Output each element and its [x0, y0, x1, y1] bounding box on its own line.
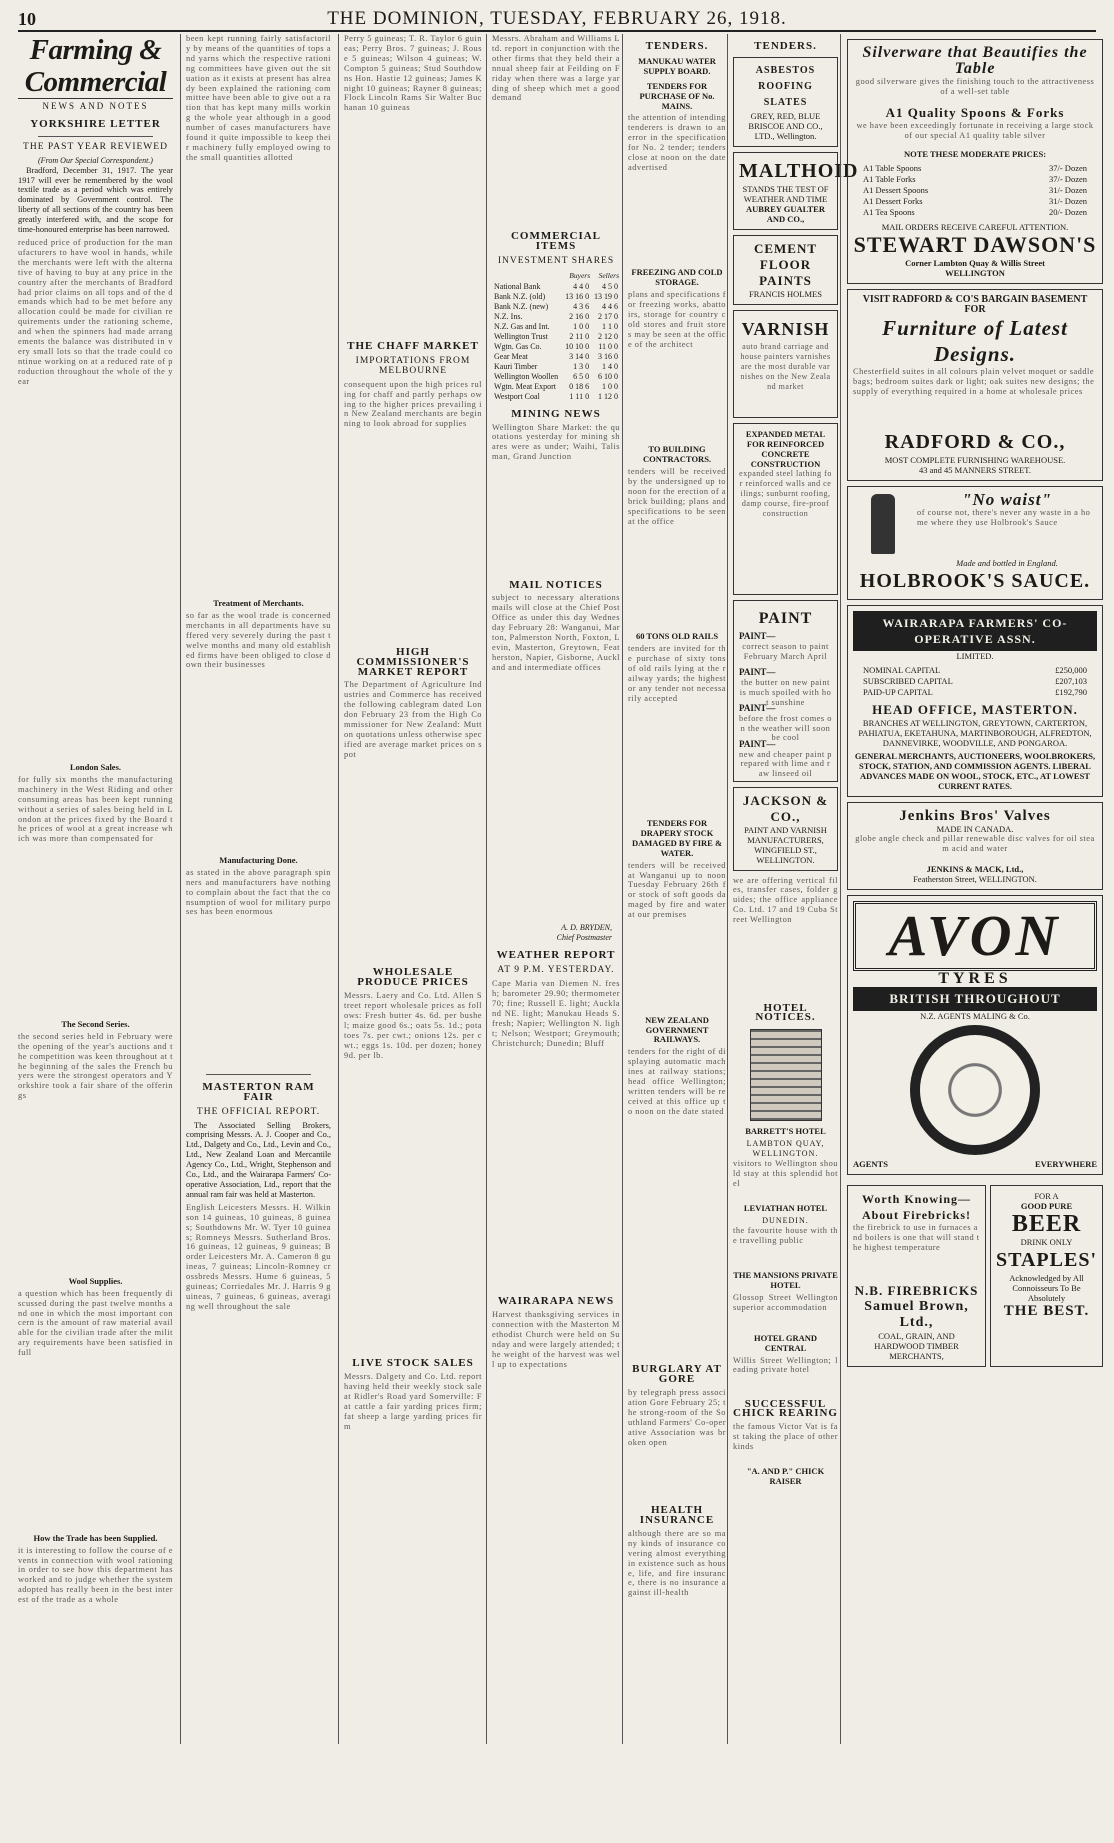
- list-item: A1 Dessert Spoons 31/- Dozen: [863, 185, 1087, 195]
- subhead-trade-supplied: How the Trade has been Supplied.: [33, 1532, 158, 1543]
- shares-header-row: Buyers Sellers: [569, 270, 619, 280]
- list-item: NOMINAL CAPITAL £250,000: [863, 665, 1087, 675]
- ad-wairarapa-farmers: WAIRARAPA FARMERS' CO-OPERATIVE ASSN. LIMITED. NOMINAL CAPITAL £250,000 SUBSCRIBED CAPITAL £207,103 PAID-UP CAPITAL £192,790 HEAD OFFICE, MASTERTON. BRANCHES AT WELLINGTON, GREYTOWN, CARTERTON, PAHIATUA, EKETAHUNA, MARTINBOROUGH, ALFREDTON, DANNEVIRKE, WOODVILLE, AND PONGAROA. GENERAL MERCHANTS, AUCTIONEERS, WOOLBROKERS, STOCK, STATION, AND COMMISSION AGENTS. LIBERAL ADVANCES MADE ON WOOL, STOCK, ETC., AT LOWEST CURRENT RATES.: [847, 605, 1103, 797]
- column-wool-continued: been kept running fairly satisfactorily by means of the quantities of tops and yarns which the respective rationing committees have given out the situation as it exists at present has already been explained the rationing committee have been able to give out a ration that has kept many mills working the whole year although in a good number of cases manufacturers have found it quite impossible to keep their machinery fully employed owing to the small quantities allotted Treatment of Merchants. so far as the wool trade is concerned merchants in all departments have suffered very severely during the past twelve months and many old established firms have been obliged to close down their businesses Manufacturing Done. as stated in the above paragraph spinners and manufacturers have nothing to complain about the fact that the consumption of wool for military purposes has been enormous MASTERTON RAM FAIR THE OFFICIAL REPORT. The Associated Selling Brokers, comprising Messrs. A. J. Cooper and Co., Ltd., Dalgety and Co., Ltd., Levin and Co., Ltd., New Zealand Loan and Mercantile Agency Co., Ltd., Wright, Stephenson and Co., Ltd., and the Wairarapa Farmers' Co-operative Association, Ltd., report that the annual ram fair was held at Masterton. English Leicesters Messrs. H. Wilkinson 14 guineas, 10 guineas, 8 guineas; Southdowns Mr. W. Tyer 10 guineas; Romneys Messrs. Sutherland Bros. 16 guineas, 12 guineas, 9 guineas; Border Leicesters Mr. A. Cameron 8 guineas, 7 guineas; Lincoln-Romney crossbreds Messrs. Hume 6 guineas, 5 guineas; Corriedales Mr. J. Harris 9 guineas, 7 guineas, 6 guineas, averaging well throughout the sale: [180, 34, 331, 1744]
- sauce-bottle-icon: [871, 494, 895, 554]
- heading-hotel-notices: HOTEL NOTICES.: [755, 1001, 816, 1024]
- tender-manukau: MANUKAU WATER SUPPLY BOARD.: [638, 55, 716, 76]
- subheading-weather: AT 9 P.M. YESTERDAY.: [497, 965, 615, 976]
- ad-avon-tyres: AVON TYRES BRITISH THROUGHOUT N.Z. AGENTS MALING & Co. AGENTS EVERYWHERE: [847, 895, 1103, 1175]
- column-tenders: TENDERS. MANUKAU WATER SUPPLY BOARD. TENDERS FOR PURCHASE OF No. MAINS. the attention of intending tenderers is drawn to an error in the specification for No. 2 tender; tenders close at noon on the date advertised FREEZING AND COLD STORAGE. plans and specifications for freezing works, abattoirs, storage for country cold stores and fruit stores may be seen at the office of the architect TO BUILDING CONTRACTORS. tenders will be received by the undersigned up to noon for the erection of a brick building; plans and specifications to be seen at the office 60 TONS OLD RAILS tenders are invited for the purchase of sixty tons of old rails lying at the railway yards; the highest or any tender not necessarily accepted TENDERS FOR DRAPERY STOCK DAMAGED BY FIRE & WATER. tenders will be received at Wanganui up to noon Tuesday February 26th for stock of soft goods damaged by fire and water at our premises NEW ZEALAND GOVERNMENT RAILWAYS. tenders for the right of displaying automatic machines at railway stations; head office Wellington; written tenders will be received at this office up to noon on the date stated BURGLARY AT GORE by telegraph press association Gore February 25; the strong-room of the Southland Farmers' Co-operative Association was broken open HEALTH INSURANCE although there are so many kinds of insurance covering almost everything in existence such as house, life, and fire insurance, there is no insurance against ill-health: [622, 34, 726, 1744]
- mail-signature-title: Chief Postmaster: [556, 933, 612, 943]
- hotel-mansions: THE MANSIONS PRIVATE HOTEL: [733, 1269, 838, 1290]
- heading-weather-report: WEATHER REPORT: [496, 949, 616, 962]
- table-row: Wgtn. Meat Export 0 18 6 1 0 0: [494, 381, 618, 391]
- heading-live-stock: LIVE STOCK SALES: [352, 1357, 474, 1370]
- heading-mail-notices: MAIL NOTICES: [509, 578, 603, 591]
- article-dateline: (From Our Special Correspondent.): [38, 155, 153, 165]
- hotel-barretts: BARRETT'S HOTEL: [745, 1126, 826, 1137]
- ad-jenkins-valves: Jenkins Bros' Valves MADE IN CANADA. globe angle check and pillar renewable disc valves for oil steam acid and water JENKINS & MACK, Ltd., Featherston Street, WELLINGTON.: [847, 802, 1103, 890]
- heading-high-commissioner: HIGH COMMISSIONER'S MARKET REPORT: [356, 645, 470, 678]
- table-row: Wgtn. Gas Co. 10 10 0 11 0 0: [494, 341, 618, 351]
- list-item: A1 Table Spoons 37/- Dozen: [863, 163, 1087, 173]
- list-item: A1 Table Forks 37/- Dozen: [863, 174, 1087, 184]
- heading-health-insurance: HEALTH INSURANCE: [639, 1504, 715, 1527]
- ad-malthoid: MALTHOID STANDS THE TEST OF WEATHER AND TIME AUBREY GUALTER AND CO.,: [733, 152, 838, 230]
- section-subbanner: NEWS AND NOTES: [42, 101, 149, 111]
- tender-rails: 60 TONS OLD RAILS: [635, 631, 719, 642]
- list-item: A1 Tea Spoons 20/- Dozen: [863, 207, 1087, 217]
- tender-mains: TENDERS FOR PURCHASE OF No. MAINS.: [639, 80, 715, 111]
- tender-railways: NEW ZEALAND GOVERNMENT RAILWAYS.: [645, 1014, 709, 1045]
- hotel-leviathan: LEVIATHAN HOTEL: [743, 1203, 828, 1214]
- capital-list: [863, 665, 1087, 698]
- ad-chick-raiser: "A. AND P." CHICK RAISER: [746, 1466, 825, 1487]
- subhead-manufacturing: Manufacturing Done.: [219, 854, 298, 865]
- list-item: PAID-UP CAPITAL £192,790: [863, 687, 1087, 697]
- table-row: Westport Coal 1 11 0 1 12 0: [494, 391, 618, 401]
- ad-varnish: VARNISH auto brand carriage and house painters varnishes are the most durable varnishes on the New Zealand market: [733, 310, 838, 418]
- column-ads-tenders: TENDERS. ASBESTOS ROOFING SLATES GREY, RED, BLUE BRISCOE AND CO., LTD., Wellington. MALTHOID STANDS THE TEST OF WEATHER AND TIME AUBREY GUALTER AND CO., CEMENT FLOOR PAINTS FRANCIS HOLMES VARNISH auto brand carriage and house painters varnishes are the most durable varnishes on the New Zealand market EXPANDED METAL FOR REINFORCED CONCRETE CONSTRUCTION expanded steel lathing for reinforced walls and ceilings; sunburnt roofing, damp course, fire-proof construction PAINT PAINT— correct season to paint February March April PAINT— the butter on new paint is much spoiled with hot sunshine PAINT— before the frost comes on the weather will soon be cool PAINT— new and cheaper paint prepared with lime and raw linseed oil JACKSON & CO., PAINT AND VARNISH MANUFACTURERS, WINGFIELD ST., WELLINGTON. we are offering vertical files, transfer cases, folder guides; the office appliance Co. Ltd. 17 and 19 Cuba Street Wellington HOTEL NOTICES. BARRETT'S HOTEL LAMBTON QUAY, WELLINGTON. visitors to Wellington should stay at this splendid hotel LEVIATHAN HOTEL DUNEDIN. the favourite house with the travelling public THE MANSIONS PRIVATE HOTEL Glossop Street Wellington superior accommodation HOTEL GRAND CENTRAL Willis Street Wellington; leading private hotel SUCCESSFUL CHICK REARING the famous Victor Vat is fast taking the place of other kinds "A. AND P." CHICK RAISER: [727, 34, 838, 1744]
- page-number: 10: [18, 8, 36, 29]
- subhead-second-series: The Second Series.: [61, 1018, 130, 1029]
- heading-wairarapa-news: WAIRARAPA NEWS: [497, 1295, 615, 1308]
- table-row: Gear Meat 3 14 0 3 16 0: [494, 351, 618, 361]
- article-subheading: THE PAST YEAR REVIEWED: [23, 141, 168, 152]
- heading-commercial-items: COMMERCIAL ITEMS: [510, 230, 602, 252]
- heading-burglary-gore: BURGLARY AT GORE: [632, 1363, 722, 1386]
- subhead-london-sales: London Sales.: [69, 761, 122, 772]
- heading-mining-news: MINING NEWS: [511, 407, 601, 420]
- ad-cement-paints: CEMENT FLOOR PAINTS FRANCIS HOLMES: [733, 235, 838, 305]
- table-row: N.Z. Gas and Int. 1 0 0 1 1 0: [494, 321, 618, 331]
- tender-drapery: TENDERS FOR DRAPERY STOCK DAMAGED BY FIRE & WATER.: [631, 817, 723, 858]
- table-row: National Bank 4 4 0 4 5 0: [494, 281, 618, 291]
- column-display-ads: [840, 34, 1103, 1744]
- column-markets: Perry 5 guineas; T. R. Taylor 6 guineas; Perry Bros. 7 guineas; J. Rouse 5 guineas; Wilson 4 guineas; W. Compton 5 guineas; Stud Southdowns Hon. Hastie 12 guineas; James Knight 10 guineas; Rayner 8 guineas; Flock Lincoln Rams Sir Walter Buchanan 10 guineas THE CHAFF MARKET IMPORTATIONS FROM MELBOURNE consequent upon the high prices ruling for chaff and partly perhaps owing to the higher prices prevailing in New Zealand merchants are beginning to look abroad for supplies HIGH COMMISSIONER'S MARKET REPORT The Department of Agriculture Industries and Commerce has received the following cablegram dated London February 23 from the High Commissioner for New Zealand: Mutton quotations unless otherwise specified are average market prices on spot WHOLESALE PRODUCE PRICES Messrs. Laery and Co. Ltd. Allen Street report wholesale prices as follows: Fresh butter 4s. 6d. per bushel; maize good 6s.; oats 5s. 1d.; potatoes 7s. per cwt.; onions 12s. per cwt.; eggs 1s. 10d. per dozen; honey 9d. per lb. LIVE STOCK SALES Messrs. Dalgety and Co. Ltd. report having held their weekly stock sale at Ridler's Road yard Somerville: Fat cattle a fair yarding prices firm; fat sheep a large yarding prices firm: [338, 34, 482, 1744]
- table-row: Bank N.Z. (old) 13 16 0 13 19 0: [494, 291, 618, 301]
- price-list: [863, 163, 1087, 218]
- ram-fair-paragraph: The Associated Selling Brokers, comprising Messrs. A. J. Cooper and Co., Ltd., Dalgety and Co., Ltd., Levin and Co., Ltd., New Zealand Loan and Mercantile Agency Co., Ltd., Wright, Stephenson and Co., Ltd., and the Wairarapa Farmers' Co-operative Association, Ltd., report that the annual ram fair was held at Masterton.: [186, 1120, 331, 1199]
- mail-signature: A. D. BRYDEN,: [561, 923, 612, 933]
- heading-chaff-market: THE CHAFF MARKET: [347, 340, 479, 352]
- article-heading: YORKSHIRE LETTER: [30, 117, 161, 130]
- masthead: [18, 8, 1096, 32]
- subheading-chaff: IMPORTATIONS FROM MELBOURNE: [355, 355, 471, 376]
- shares-table: [492, 270, 620, 402]
- list-item: A1 Dessert Forks 31/- Dozen: [863, 196, 1087, 206]
- table-row: Wellington Trust 2 11 0 2 12 0: [494, 331, 618, 341]
- article-body-text: reduced price of production for the manufacturers to have wool in hands, while the merchants were left with the alternative of having to buy at any price in the country after the merchants of Bradford had prior claims on all tops and of the demands which had to be met before any allocation could be made for civilian requirements under the rationing scheme, and when the spinners had made arrangements the balance was distributed in very small lots so that the trade could continue working on at a reduced rate of production throughout the whole of the year: [18, 237, 173, 386]
- column-commercial: Messrs. Abraham and Williams Ltd. report in conjunction with the other firms that they held their annual sheep fair at Feilding on Friday when there was a large yarding of sheep which met a good demand COMMERCIAL ITEMS INVESTMENT SHARES Buyers Sellers National Bank 4 4 0 4 5 0 Bank N.Z. (old) 13 16 0 13 19 0 Bank N.Z. (new) 4 3 6 4 4 6 N.Z. Ins. 2 16 0 2 17 0 N.Z. Gas and Int. 1 0 0 1 1 0 Wellington Trust 2 11 0 2 12 0 Wgtn. Gas Co. 10 10 0 11 0 0 Gear Meat 3 14 0 3 16 0 Kauri Timber 1 3 0 1 4 0 Wellington Woollen 6 5 0 6 10 0 Wgtn. Meat Export 0 18 6 1 0 0 Westport Coal 1 11 0 1 12 0 MINING NEWS Wellington Share Market: the quotations yesterday for mining shares were as under; Waihi, Talisman, Grand Junction MAIL NOTICES subject to necessary alterations mails will close at the Chief Post Office as under this day Wednesday February 28: Wanganui, Marton, Palmerston North, Foxton, Levin, Masterton, Greytown, Featherston, Napier, Gisborne, Auckland and intermediate offices A. D. BRYDEN, Chief Postmaster WEATHER REPORT AT 9 P.M. YESTERDAY. Cape Maria van Diemen N. fresh; barometer 29.90; thermometer 70; fine; Russell E. light; Auckland NE. light; Manukau Heads S. fresh; Napier; Wellington N. light; Nelson; Westport; Greymouth; Christchurch; Dunedin; Bluff WAIRARAPA NEWS Harvest thanksgiving services in connection with the Masterton Methodist Church were held on Sunday and were largely attended; the weight of the harvest was well up to expectations: [486, 34, 620, 1744]
- table-row: Bank N.Z. (new) 4 3 6 4 4 6: [494, 301, 618, 311]
- subhead-treatment-merchants: Treatment of Merchants.: [213, 598, 304, 608]
- table-row: Kauri Timber 1 3 0 1 4 0: [494, 361, 618, 371]
- masthead-title: THE DOMINION, TUESDAY, FEBRUARY 26, 1918.: [327, 8, 787, 29]
- heading-tenders-2: TENDERS.: [754, 40, 817, 52]
- tyre-icon: [910, 1025, 1040, 1155]
- ad-radford: VISIT RADFORD & CO'S BARGAIN BASEMENT FOR Furniture of Latest Designs. Chesterfield suites in all colours plain velvet moquet or saddlebags; bedroom suites dark or light; oak suites new designs; the supply of everything required in a home at wholesale prices RADFORD & CO., MOST COMPLETE FURNISHING WAREHOUSE. 43 and 45 MANNERS STREET.: [847, 289, 1103, 481]
- subheading-investment-shares: INVESTMENT SHARES: [497, 255, 615, 266]
- heading-chick-rearing: SUCCESSFUL CHICK REARING: [733, 1397, 838, 1420]
- ad-expanded-metal: EXPANDED METAL FOR REINFORCED CONCRETE CONSTRUCTION expanded steel lathing for reinforced walls and ceilings; sunburnt roofing, damp course, fire-proof construction: [733, 423, 838, 595]
- list-item: SUBSCRIBED CAPITAL £207,103: [863, 676, 1087, 686]
- ad-stewart-dawson: Silverware that Beautifies the Table good silverware gives the finishing touch to the attractiveness of a well-set table A1 Quality Spoons & Forks we have been exceedingly fortunate in receiving a large stock of our special A1 quality table silver NOTE THESE MODERATE PRICES: A1 Table Spoons 37/- Dozen A1 Table Forks 37/- Dozen A1 Dessert Spoons 31/- Dozen A1 Dessert Forks 31/- Dozen A1 Tea Spoons 20/- Dozen MAIL ORDERS RECEIVE CAREFUL ATTENTION. STEWART DAWSON'S Corner Lambton Quay & Willis Street WELLINGTON: [847, 39, 1103, 284]
- heading-wholesale-produce: WHOLESALE PRODUCE PRICES: [357, 966, 469, 989]
- subheading-ram-fair: THE OFFICIAL REPORT.: [196, 1106, 321, 1117]
- heading-tenders: TENDERS.: [645, 40, 709, 52]
- ad-samuel-brown: Worth Knowing—About Firebricks! the firebrick to use in furnaces and boilers is one that will stand the highest temperature N.B. FIREBRICKS Samuel Brown, Ltd., COAL, GRAIN, AND HARDWOOD TIMBER MERCHANTS,: [847, 1185, 986, 1367]
- section-banner: Farming & Commercial: [18, 34, 173, 99]
- tender-building: TO BUILDING CONTRACTORS.: [642, 444, 712, 465]
- column-farming: Farming & Commercial NEWS AND NOTES YORKSHIRE LETTER THE PAST YEAR REVIEWED (From Our Special Correspondent.) Bradford, December 31, 1917. The year 1917 will ever be remembered by the wool textile trade as a period which was entirely dominated by Government control. The liberty of all sections of the country has been greatly interfered with, and the scope for time-honoured enterprise has been narrowed. reduced price of production for the manufacturers to have wool in hands, while the merchants were left with the alternative of having to buy at any price in the country after the merchants of Bradford had prior claims on all tops and of the demands which had to be met before any allocation could be made for civilian requirements under the rationing scheme, and when the spinners had made arrangements the balance was distributed in very small lots so that the trade could continue working on at a reduced rate of production throughout the whole of the year London Sales. for fully six months the manufacturing machinery in the West Riding and other consuming areas has been kept running without a series of sales being held in London at the prices fixed by the Board the prices of wool at a great increase which was more than compensated for The Second Series. the second series held in February were the opening of the year's auctions and the competition was keen throughout at the beginning of the sales the French buyers were the strongest operators and Yorkshire took a fair share of the offerings Wool Supplies. a question which has been frequently discussed during the past twelve months and one in which the most important concern is the amount of raw material available for the civilian trade after the military requirements have been satisfied in full How the Trade has been Supplied. it is interesting to follow the course of events in connection with wool rationing in order to see how this department has worked and to judge whether the system adopted has really been in the best interest of the trade as a whole: [18, 34, 174, 1605]
- ad-staples-beer: FOR A GOOD PURE BEER DRINK ONLY STAPLES' Acknowledged by All Connoisseurs To Be Absolutely THE BEST.: [990, 1185, 1103, 1367]
- tender-freezing: FREEZING AND COLD STORAGE.: [631, 267, 723, 288]
- ad-holbrook: "No waist" of course not, there's never any waste in a home where they use Holbrook's Sauce Made and bottled in England. HOLBROOK'S SAUCE.: [847, 486, 1103, 600]
- ad-paint: PAINT PAINT— correct season to paint February March April PAINT— the butter on new paint is much spoiled with hot sunshine PAINT— before the frost comes on the weather will soon be cool PAINT— new and cheaper paint prepared with lime and raw linseed oil: [733, 600, 838, 782]
- table-row: Wellington Woollen 6 5 0 6 10 0: [494, 371, 618, 381]
- ad-jackson: JACKSON & CO., PAINT AND VARNISH MANUFACTURERS, WINGFIELD ST., WELLINGTON.: [733, 787, 838, 871]
- ad-asbestos: ASBESTOS ROOFING SLATES GREY, RED, BLUE BRISCOE AND CO., LTD., Wellington.: [733, 57, 838, 147]
- heading-ram-fair: MASTERTON RAM FAIR: [202, 1080, 315, 1103]
- subhead-wool-supplies: Wool Supplies.: [68, 1275, 123, 1286]
- hotel-grand-central: HOTEL GRAND CENTRAL: [753, 1332, 818, 1353]
- hotel-illustration: [750, 1029, 822, 1121]
- article-paragraph: Bradford, December 31, 1917. The year 1917 will ever be remembered by the wool textile trade as a period which was entirely dominated by Government control. The liberty of all sections of the country has been greatly interfered with, and the scope for time-honoured enterprise has been narrowed.: [18, 165, 173, 235]
- table-row: N.Z. Ins. 2 16 0 2 17 0: [494, 311, 618, 321]
